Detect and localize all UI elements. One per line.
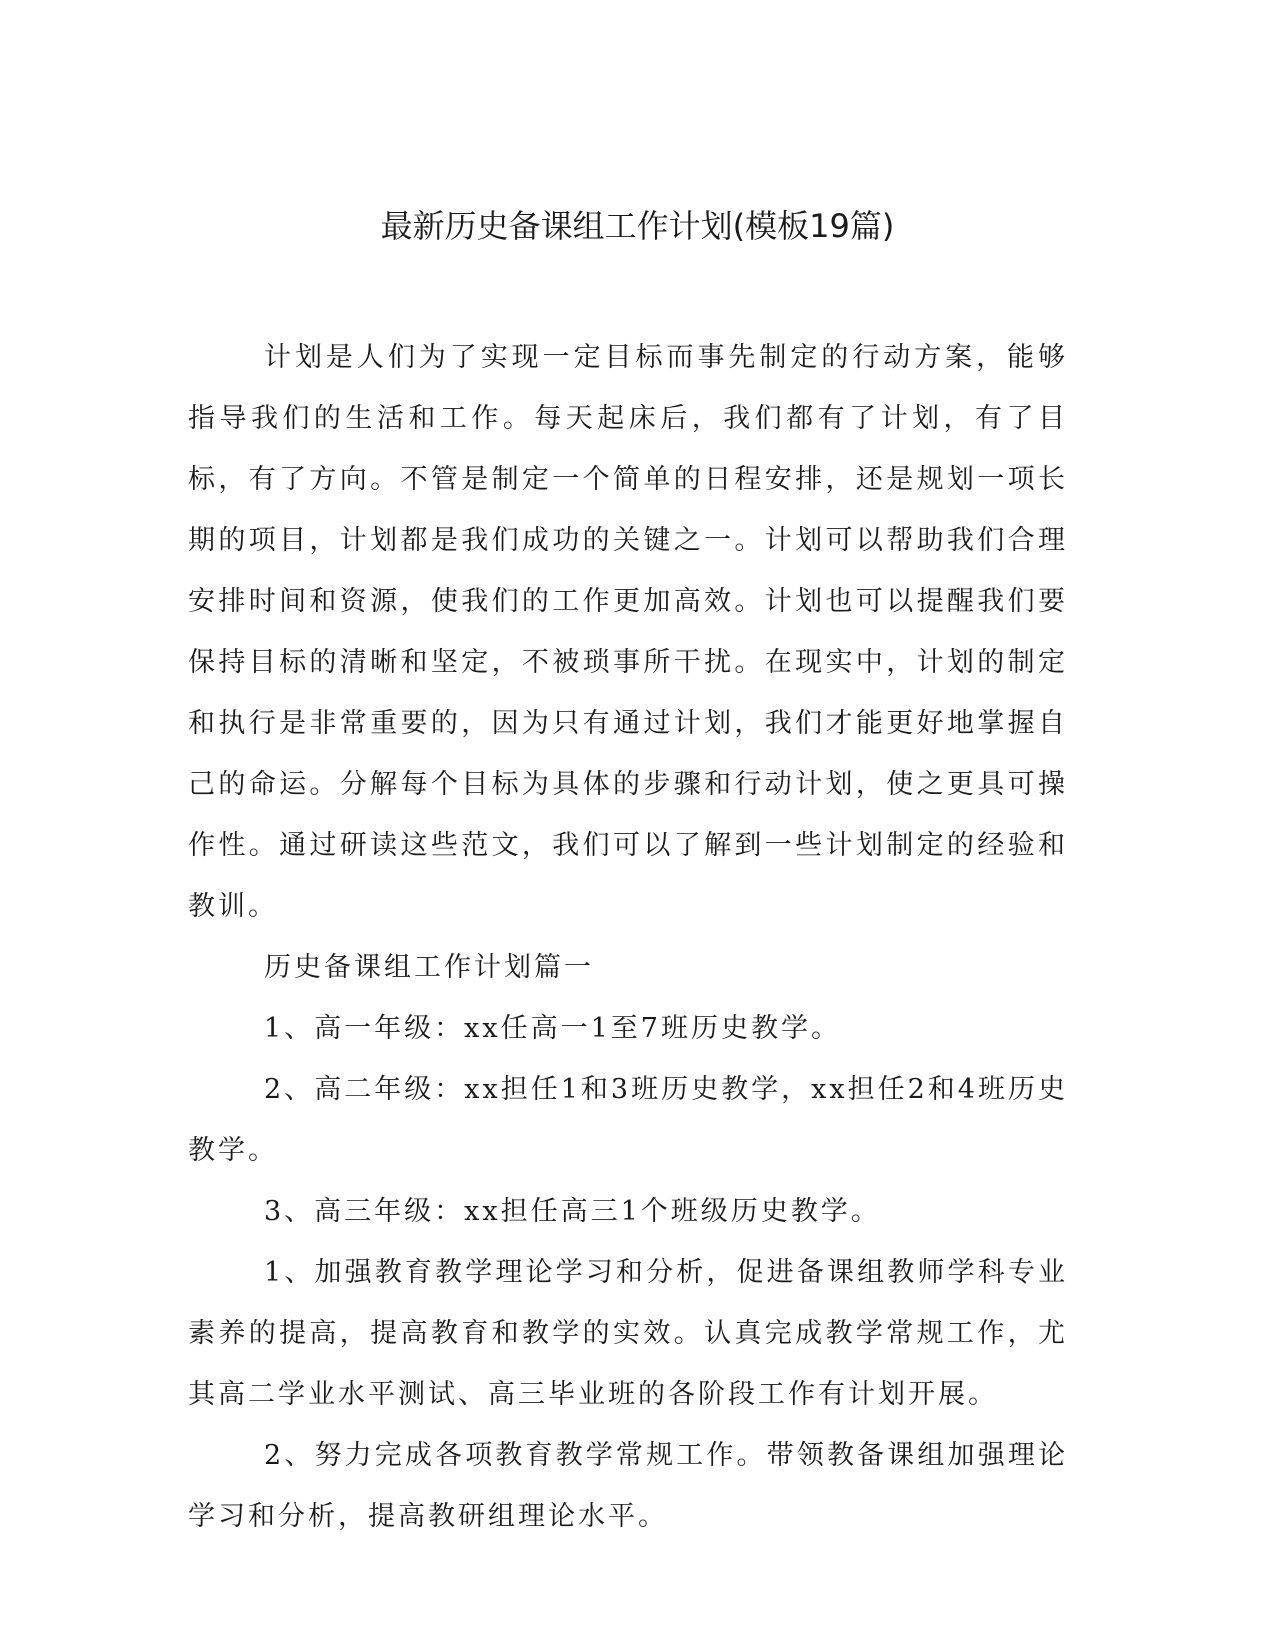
body-paragraph: 1、加强教育教学理论学习和分析，促进备课组教师学科专业素养的提高，提高教育和教学的实效。认真完成教学常规工作，尤其高二学业水平测试、高三毕业班的各阶段工作有计划开展。 [188,1257,1068,1410]
body-paragraph: 2、高二年级：xx担任1和3班历史教学，xx担任2和4班历史教学。 [188,1074,1068,1166]
body-paragraph: 3、高三年级：xx担任高三1个班级历史教学。 [264,1196,881,1227]
document-title: 最新历史备课组工作计划(模板19篇) [380,207,895,245]
body-paragraph: 1、高一年级：xx任高一1至7班历史教学。 [264,1013,841,1044]
intro-paragraph: 计划是人们为了实现一定目标而事先制定的行动方案，能够指导我们的生活和工作。每天起床后，我们都有了计划，有了目标，有了方向。不管是制定一个简单的日程安排，还是规划一项长期的项目，计划都是我们成功的关键之一。计划可以帮助我们合理安排时间和资源，使我们的工作更加高效。计划也可以提醒我们要保持目标的清晰和坚定，不被琐事所干扰。在现实中，计划的制定和执行是非常重要的，因为只有通过计划，我们才能更好地掌握自己的命运。分解每个目标为具体的步骤和行动计划，使之更具可操作性。通过研读这些范文，我们可以了解到一些计划制定的经验和教训。 [188,342,1068,922]
document-body [188,327,1068,1547]
body-paragraph: 2、努力完成各项教育教学常规工作。带领教备课组加强理论学习和分析，提高教研组理论水平。 [188,1440,1068,1532]
section-heading: 历史备课组工作计划篇一 [264,952,594,983]
